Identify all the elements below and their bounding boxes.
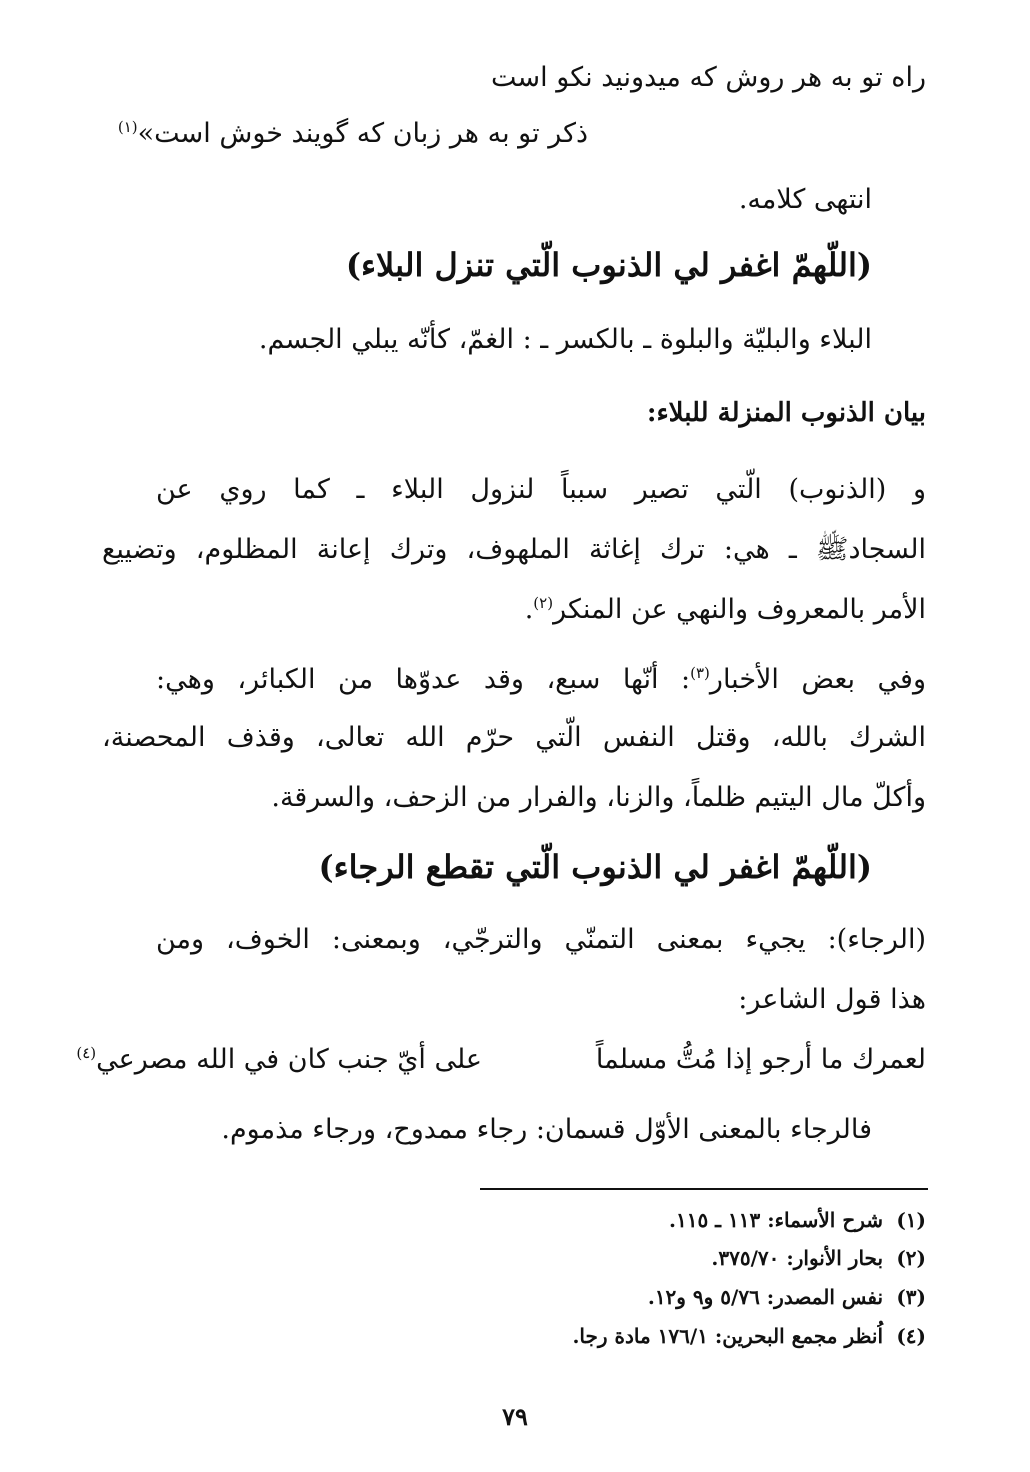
- footnote-text: اُنظر مجمع البحرين: ١٧٦/١ مادة رجا.: [572, 1324, 884, 1348]
- persian-verse-line-2-text: ذکر تو به هر زبان که گویند خوش است»: [137, 118, 588, 149]
- footnote-number: (٤): [896, 1324, 926, 1348]
- persian-verse-line-2: [118, 114, 588, 154]
- footnote-text: شرح الأسماء: ١١٣ ـ ١١٥.: [669, 1208, 884, 1232]
- para2-line-1-text: وفي بعض الأخبار: [709, 664, 926, 695]
- footnote-number: (٣): [896, 1285, 926, 1309]
- para1-line-1: و (الذنوب) الّتي تصير سبباً لنزول البلاء ـ كما روي عن: [156, 474, 926, 505]
- subheading-sins-bala: بيان الذنوب المنزلة للبلاء:: [646, 398, 926, 428]
- para2-line-1-rest: : أنّها سبع، وقد عدوّها من الكبائر، وهي:: [156, 664, 691, 695]
- para1-line-3: [525, 590, 926, 630]
- intro-end: انتهى كلامه.: [738, 184, 872, 215]
- para2-line-2: الشرك بالله، وقتل النفس الّتي حرّم الله تعالى، وقذف المحصنة،: [102, 722, 926, 753]
- heading-supplication-1: (اللّهمّ اغفر لي الذنوب الّتي تنزل البلاء): [345, 246, 872, 284]
- footnote-ref-1: (١): [117, 118, 138, 136]
- footnote-1: [669, 1205, 926, 1235]
- footnote-number: (١): [896, 1208, 926, 1232]
- persian-verse-line-1: راه تو به هر روش که میدونید نکو است: [491, 62, 926, 93]
- footnote-ref-3: (٣): [690, 664, 710, 682]
- para3-line-1: (الرجاء): يجيء بمعنى التمنّي والترجّي، وبمعنى: الخوف، ومن: [156, 924, 926, 955]
- verse-hemistich-2-text: على أيّ جنب كان في الله مصرعي: [96, 1044, 482, 1075]
- para4: فالرجاء بالمعنى الأوّل قسمان: رجاء ممدوح، ورجاء مذموم.: [221, 1114, 872, 1145]
- para1-line-3-end: .: [524, 594, 534, 625]
- footnote-text: نفس المصدر: ٥/٧٦ و٩ و١٢.: [647, 1285, 884, 1309]
- footnote-ref-4: (٤): [76, 1044, 97, 1062]
- definition-bala: البلاء والبليّة والبلوة ـ بالكسر ـ : الغمّ، كأنّه يبلي الجسم.: [258, 324, 872, 355]
- para3-line-2: هذا قول الشاعر:: [738, 984, 926, 1015]
- footnote-divider: [480, 1188, 928, 1190]
- para2-line-3: وأكلّ مال اليتيم ظلماً، والزنا، والفرار من الزحف، والسرقة.: [271, 782, 926, 813]
- footnote-ref-2: (٢): [533, 594, 554, 612]
- footnote-text: بحار الأنوار: ٣٧٥/٧٠.: [711, 1246, 884, 1270]
- footnote-4: [572, 1321, 926, 1351]
- para2-line-1: [156, 660, 926, 700]
- footnote-3: [648, 1282, 926, 1312]
- footnote-number: (٢): [896, 1246, 926, 1270]
- para1-line-2: السجادﷺ ـ هي: ترك إغاثة الملهوف، وترك إعانة المظلوم، وتضييع: [102, 534, 926, 565]
- verse-hemistich-1: لعمرك ما أرجو إذا مُتُّ مسلماً: [595, 1044, 926, 1075]
- heading-supplication-2: (اللّهمّ اغفر لي الذنوب الّتي تقطع الرجاء): [318, 848, 872, 886]
- page-number: ٧٩: [502, 1402, 528, 1431]
- verse-hemistich-2: [76, 1040, 482, 1080]
- footnote-2: [711, 1243, 926, 1273]
- para1-line-3-text: الأمر بالمعروف والنهي عن المنكر: [553, 594, 926, 625]
